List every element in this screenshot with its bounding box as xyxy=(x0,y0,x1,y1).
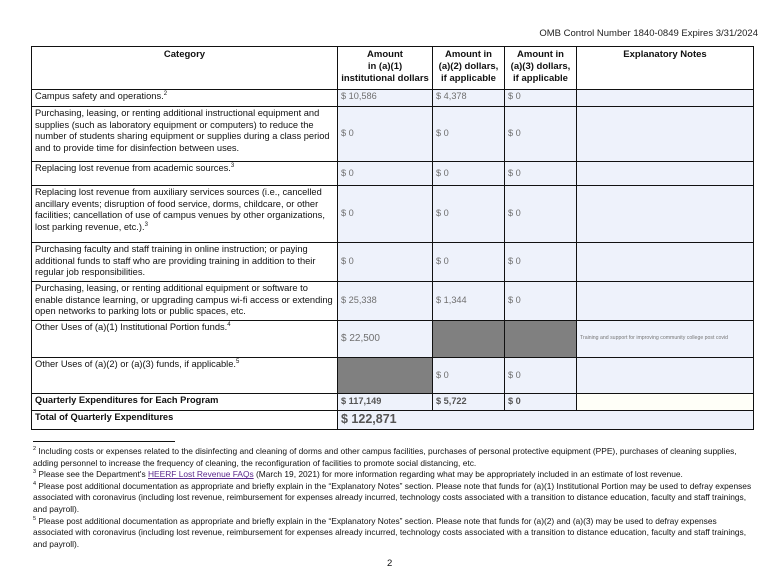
total-label: Total of Quarterly Expenditures xyxy=(32,411,338,430)
table-row xyxy=(32,107,754,162)
total-expenditures-row xyxy=(32,411,754,430)
category-cell: Purchasing, leasing, or renting additional equipment or software to enable distance learning, or upgrading campus wi-fi access or extending open networks to parking lots or public spaces, etc. xyxy=(32,282,338,321)
category-cell: Replacing lost revenue from academic sources.$^3$ xyxy=(32,162,338,186)
category-cell: Purchasing, leasing, or renting additional instructional equipment and supplies (such as laboratory equipment or computers) to reduce the number of students sharing equipment or supplies during a class period and to provide time for disinfection between uses. xyxy=(32,107,338,162)
category-cell: Purchasing faculty and staff training in online instruction; or paying additional funds to staff who are providing training in addition to their regular job responsibilities. xyxy=(32,243,338,282)
footnote-ref: 4 xyxy=(227,321,231,328)
a1-disabled-cell xyxy=(338,358,433,394)
category-cell: Other Uses of (a)(2) or (a)(3) funds, if applicable.$^5$ xyxy=(32,358,338,394)
quarterly-a2-total: $ 5,722 xyxy=(433,394,505,411)
notes-field[interactable]: Training and support for improving community college post covid xyxy=(577,321,754,358)
a1-amount-field[interactable]: $ 10,586 xyxy=(338,90,433,107)
table-row xyxy=(32,243,754,282)
footnote-4: $^4$ Please post additional documentation as appropriate and briefly explain in the “Explanatory Notes” section. Please note that funds for (a)(1) Institutional Portion may be used to defray expenses associated with coronavirus (including lost revenue, reimbursement for expenses already incurred, technology costs associated with a transition to distance education, faculty and staff trainings, and payroll). xyxy=(33,480,752,514)
a2-amount-field[interactable]: $ 0 xyxy=(433,162,505,186)
table-row xyxy=(32,90,754,107)
notes-field[interactable] xyxy=(577,107,754,162)
a2-disabled-cell xyxy=(433,321,505,358)
column-header-a3: Amount in (a)(3) dollars, if applicable xyxy=(505,47,577,90)
a3-amount-field[interactable]: $ 0 xyxy=(505,162,577,186)
a2-amount-field[interactable]: $ 0 xyxy=(433,107,505,162)
expenditure-table xyxy=(31,46,754,430)
category-cell: Other Uses of (a)(1) Institutional Portion funds.$^4$ xyxy=(32,321,338,358)
quarterly-notes-blank xyxy=(577,394,754,411)
table-row xyxy=(32,321,754,358)
footnote-ref: 2 xyxy=(163,90,168,97)
quarterly-label: Quarterly Expenditures for Each Program xyxy=(32,394,338,411)
total-value: $ 122,871 xyxy=(338,411,754,430)
table-row xyxy=(32,282,754,321)
a3-amount-field[interactable]: $ 0 xyxy=(505,90,577,107)
column-header-a1: Amount in (a)(1) institutional dollars xyxy=(338,47,433,90)
column-header-notes: Explanatory Notes xyxy=(577,47,754,90)
a2-amount-field[interactable]: $ 1,344 xyxy=(433,282,505,321)
category-cell: Replacing lost revenue from auxiliary services sources (i.e., cancelled ancillary events; disruption of food service, dorms, childcare, or other facilities; cancellation of use of campus venues by other organizations, lost parking revenue, etc.).$^3$ xyxy=(32,186,338,243)
footnotes xyxy=(33,446,758,550)
page-number: 2 xyxy=(387,558,393,569)
table-row xyxy=(32,162,754,186)
a1-amount-field[interactable]: $ 0 xyxy=(338,243,433,282)
footnote-3: $^3$ Please see the Department's HEERF Lost Revenue FAQs (March 19, 2021) for more information regarding what may be appropriately included in an estimate of lost revenue. xyxy=(33,469,683,480)
a1-amount-field[interactable]: $ 0 xyxy=(338,107,433,162)
footnote-5: $^5$ Please post additional documentation as appropriate and briefly explain in the “Explanatory Notes” section. Please note that funds for (a)(2) and (a)(3) may be used to defray expenses associated with coronavirus (including lost revenue, reimbursement for expenses already incurred, technology costs associated with a transition to distance education, faculty and staff trainings, and payroll). xyxy=(33,515,747,549)
a3-amount-field[interactable]: $ 0 xyxy=(505,243,577,282)
quarterly-a1-total: $ 117,149 xyxy=(338,394,433,411)
notes-field[interactable] xyxy=(577,162,754,186)
footnote-ref: 5 xyxy=(236,358,240,365)
notes-field[interactable] xyxy=(577,358,754,394)
column-header-a2: Amount in (a)(2) dollars, if applicable xyxy=(433,47,505,90)
a1-amount-field[interactable]: $ 0 xyxy=(338,162,433,186)
a3-amount-field[interactable]: $ 0 xyxy=(505,282,577,321)
quarterly-expenditures-row xyxy=(32,394,754,411)
a2-amount-field[interactable]: $ 0 xyxy=(433,358,505,394)
footnote-divider xyxy=(33,441,175,442)
table-header-row xyxy=(32,47,754,90)
footnote-ref: 3 xyxy=(230,162,235,169)
a3-amount-field[interactable]: $ 0 xyxy=(505,358,577,394)
table-row xyxy=(32,186,754,243)
notes-field[interactable] xyxy=(577,186,754,243)
column-header-category: Category xyxy=(32,47,338,90)
heerf-lost-revenue-faqs-link[interactable]: HEERF Lost Revenue FAQs xyxy=(148,469,254,480)
footnote-ref: 3 xyxy=(144,221,148,228)
notes-field[interactable] xyxy=(577,243,754,282)
omb-control-number: OMB Control Number 1840-0849 Expires 3/31/2024 xyxy=(539,28,758,39)
notes-field[interactable] xyxy=(577,90,754,107)
a3-amount-field[interactable]: $ 0 xyxy=(505,107,577,162)
quarterly-a3-total: $ 0 xyxy=(505,394,577,411)
category-cell: Campus safety and operations.$^2$ xyxy=(32,90,338,107)
footnote-2: $^2$ Including costs or expenses related to the disinfecting and cleaning of dorms and other campus facilities, purchases of personal protective equipment (PPE), purchases of cleaning supplies, adding personnel to increase the frequency of cleaning, the reconfiguration of facilities to promote social distancing, etc. xyxy=(33,446,737,468)
a1-amount-field[interactable]: $ 25,338 xyxy=(338,282,433,321)
notes-field[interactable] xyxy=(577,282,754,321)
table-row xyxy=(32,358,754,394)
a3-amount-field[interactable]: $ 0 xyxy=(505,186,577,243)
a2-amount-field[interactable]: $ 4,378 xyxy=(433,90,505,107)
a2-amount-field[interactable]: $ 0 xyxy=(433,243,505,282)
a1-amount-field[interactable]: $ 0 xyxy=(338,186,433,243)
a3-disabled-cell xyxy=(505,321,577,358)
a2-amount-field[interactable]: $ 0 xyxy=(433,186,505,243)
a1-amount-field[interactable]: $ 22,500 xyxy=(338,321,433,358)
